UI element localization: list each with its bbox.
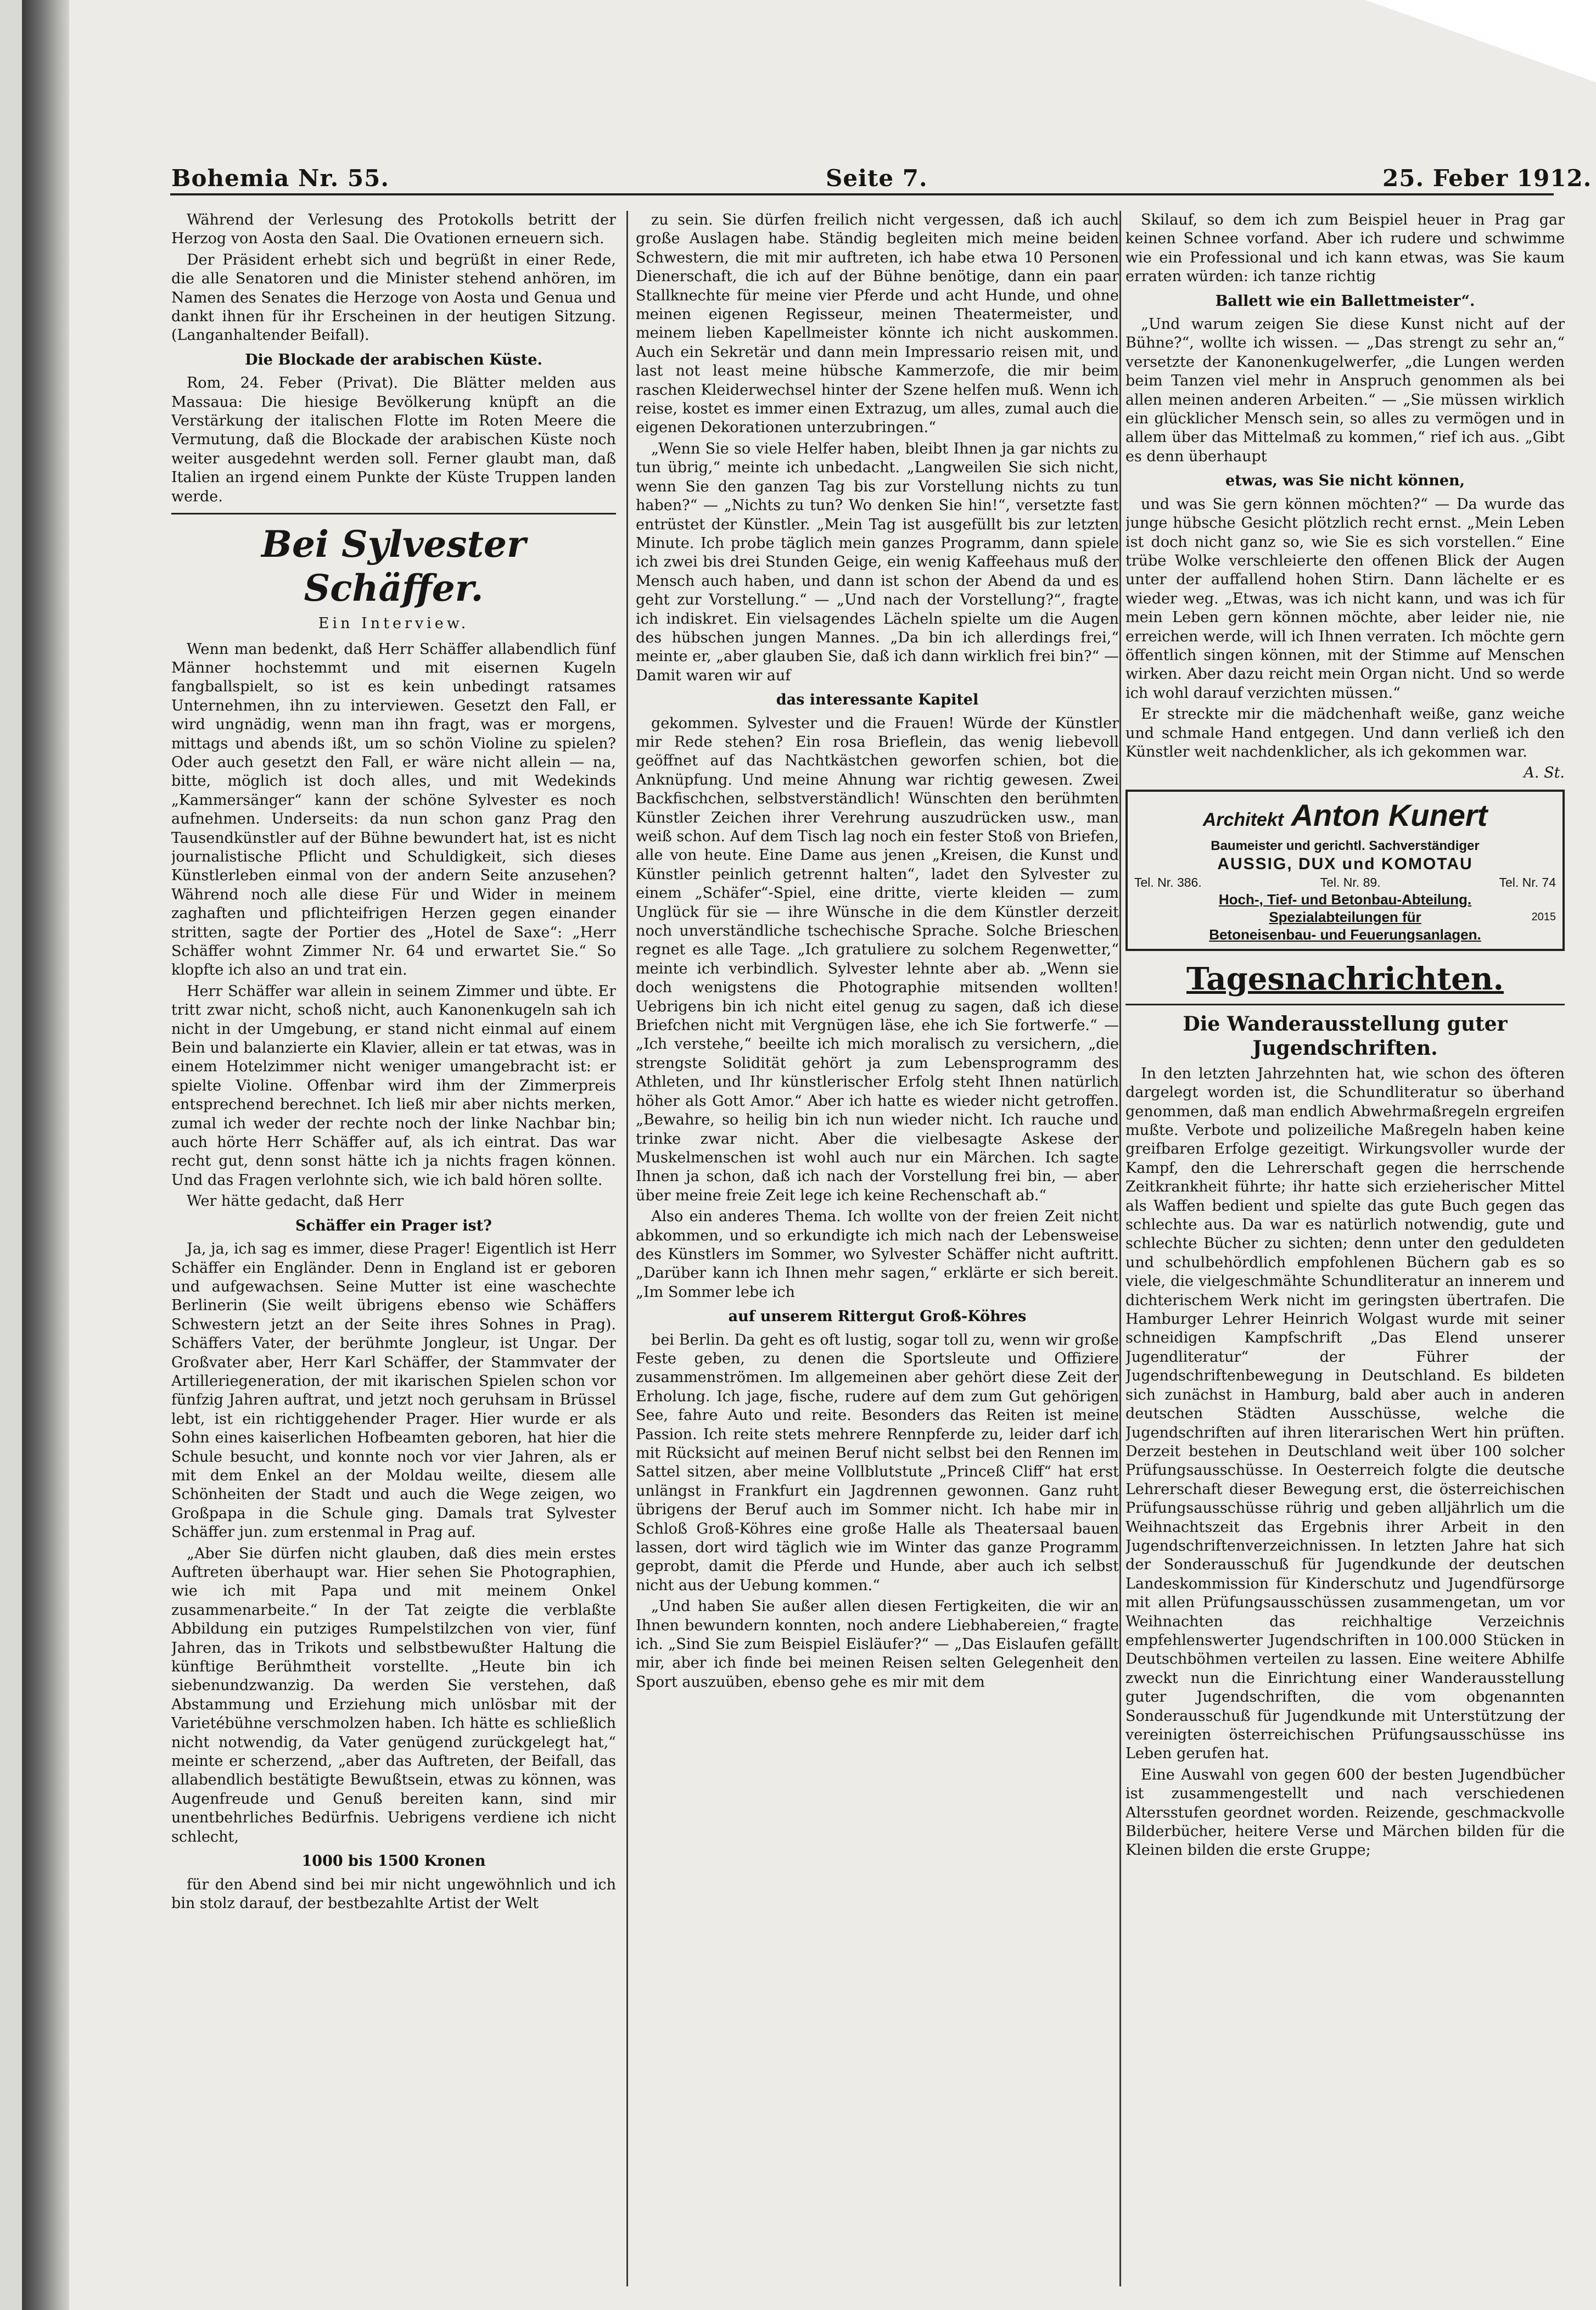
paragraph: und was Sie gern können möchten?“ — Da wurde das junge hübsche Gesicht plötzlich recht ernst. „Mein Leben ist doch nicht ganz so, wie Sie es sich vorstellen.“ Eine trübe Wolke verschleierte den offenen Blick der Augen unter der auffallend hohen Stirn. Dann lächelte er es wieder weg. „Etwas, was ich nicht kann, und was ich für mein Leben gern können möchte, aber leider nie, nie erreichen werde, will ich Ihnen verraten. Ich möchte gern öffentlich singen können, mit der Stimme auf Menschen wirken. Aber dazu reicht mein Organ nicht. Und so werde ich wohl darauf verzichten müssen.“ [1125,495,1565,702]
subheading: etwas, was Sie nicht können, [1225,472,1465,490]
newspaper-page [22,0,1596,2310]
ad-department: Hoch-, Tief- und Betonbau-Abteilung. [1218,891,1472,908]
paragraph: „Aber Sie dürfen nicht glauben, daß dies mein erstes Auftreten überhaupt war. Hier sehen Sie Photographien, wie ich mit Papa und mit meinem Onkel zusammenarbeite.“ In der Tat zeigte die verblaßte Abbildung ein putziges Rumpelstilzchen von vier, fünf Jahren, das in Trikots und selbstbewußter Haltung die künftige Berühmtheit vorstellte. „Heute bin ich siebenundzwanzig. Da werden Sie verstehen, daß Abstammung und Erziehung mich unlösbar mit der Varietébühne verschmolzen haben. Ich hätte es schließlich nicht notwendig, da Vater genügend zurückgelegt hat,“ meinte er scherzend, „aber das Auftreten, der Beifall, das allabendlich bestätigte Bewußtsein, etwas zu können, was Augenfreude und Genuß bereiten kann, sind mir unentbehrliches Bedürfnis. Uebrigens verdiene ich nicht schlecht, [171,1545,616,1845]
section-title: Tagesnachrichten. [1186,960,1504,997]
column-3 [1125,211,1565,2286]
divider [1125,1004,1565,1005]
ad-special: Spezialabteilungen für [1269,908,1421,925]
header-date: 25. Feber 1912. [1382,165,1592,192]
ad-special-fields: Betoneisenbau- und Feuerungsanlagen. [1209,926,1481,943]
paragraph: zu sein. Sie dürfen freilich nicht vergessen, daß ich auch große Auslagen habe. Ständig begleiten mich meine beiden Schwestern, die mit mir auftreten, ich habe etwa 10 Personen Dienerschaft, die ich auf der Bühne benötige, dann ein paar Stallknechte für meine vier Pferde und acht Hunde, und ohne meinen eigenen Regisseur, meinen Theatermeister, und meinem lieben Kapellmeister könnte ich nicht auskommen. Auch ein Sekretär und dann mein Impressario reisen mit, und last not least meine hübsche Kammerzofe, die mir beim raschen Kleiderwechsel hinter der Szene helfen muß. Wenn ich reise, kostet es immer einen Extrazug, um alles, zumal auch die eigenen Dekorationen unterzubringen.“ [636,211,1119,437]
ad-name: Anton Kunert [1291,797,1488,832]
article-subtitle: Ein Interview. [318,615,469,633]
paragraph: Während der Verlesung des Protokolls betritt der Herzog von Aosta den Saal. Die Ovationen erneuern sich. [171,211,616,248]
paragraph: „Wenn Sie so viele Helfer haben, bleibt Ihnen ja gar nichts zu tun übrig,“ meinte ich unbedacht. „Langweilen Sie sich nicht, wenn Sie den ganzen Tag bis zur Vorstellung nichts zu tun haben?“ — „Nichts zu tun? Wo denken Sie hin!“, versetzte fast entrüstet der Künstler. „Mein Tag ist ausgefüllt bis zur letzten Minute. Ich probe täglich mein ganzes Programm, dann spiele ich zwei bis drei Stunden Geige, ein wenig Kaffeehaus muß der Mensch auch haben, und dann ist schon der Abend da und es geht zur Vorstellung.“ — „Und nach der Vorstellung?“, fragte ich indiskret. Ein vielsagendes Lächeln spielte um die Augen des hübschen jungen Mannes. „Da bin ich allerdings frei,“ meinte er, „aber glauben Sie, daß ich dann wirklich frei bin?“ — Damit waren wir auf [636,440,1119,684]
ad-phone-3: Tel. Nr. 74 [1499,875,1556,890]
subheading: auf unserem Rittergut Groß-Köhres [728,1308,1027,1325]
paragraph: Skilauf, so dem ich zum Beispiel heuer in Prag gar keinen Schnee vorfand. Aber ich rudere und schwimme wie ein Professional und ich kann etwas, was Sie kaum erraten würden: ich tanze richtig [1125,211,1565,286]
subheading: 1000 bis 1500 Kronen [301,1853,486,1870]
paragraph: für den Abend sind bei mir nicht ungewöhnlich und ich bin stolz darauf, der bestbezahlte Artist der Welt [171,1876,616,1912]
advertisement-box [1125,790,1565,951]
page-binding-edge [22,0,69,2310]
ad-phone-row [1134,874,1556,891]
paragraph: Rom, 24. Feber (Privat). Die Blätter melden aus Massaua: Die hiesige Bevölkerung knüpft an die Verstärkung der italischen Flotte im Roten Meere die Vermutung, daß die Blockade der arabischen Küste noch weiter ausgedehnt werden soll. Ferner glaubt man, daß Italien an irgend einem Punkte der Küste Truppen landen werde. [171,374,616,505]
ad-phone-1: Tel. Nr. 386. [1134,875,1202,890]
paragraph: gekommen. Sylvester und die Frauen! Würde der Künstler mir Rede stehen? Ein rosa Brieflein, das wenig liebevoll geöffnet auf das Nachtkästchen geworfen schien, bot die Anknüpfung. Und meine Ahnung war richtig gewesen. Zwei Backfischchen, selbstverständlich! Wünschten den berühmten Künstler Zeichen ihrer Verehrung auszudrücken usw., man weiß schon. Auf dem Tisch lag noch ein fester Stoß von Briefen, alle von heute. Eine Dame aus jenen „Kreisen, die Kunst und Künstler peinlich getrennt halten“, ladet den Sylvester zu einem „Schäfer“-Spiel, eine dritte, vierte kleiden — zum Unglück für sie — ihre Wünsche in die dem Künstler derzeit noch unverständliche tschechische Sprache. Solche Brieschen regnet es alle Tage. „Ich gratuliere zu solchem Regenwetter,“ meinte ich verbindlich. Sylvester lehnte aber ab. „Wenn sie doch wenigstens die Photographie mitsenden wollten! Uebrigens bin ich nicht eitel genug zu sagen, daß ich diese Briefchen nicht mit Vergnügen läse, ehe ich Sie fortwerfe.“ — „Ich verstehe,“ beeilte ich mich moralisch zu versichern, „die strengste Solidität gehört ja zum Lebensprogramm des Athleten, und Ihr künstlerischer Erfolg steht Ihnen natürlich höher als Gott Amor.“ Aber ich hatte es wieder nicht getroffen. „Bewahre, so heilig bin ich nun wieder nicht. Ich rauche und trinke zwar nicht. Aber die vielbesagte Askese der Muskelmenschen ist wohl auch nur ein Märchen. Ich sagte Ihnen ja schon, daß ich nach der Vorstellung frei bin, — aber über meine freie Zeit lege ich keine Rechenschaft ab.“ [636,714,1119,1204]
paragraph: Herr Schäffer war allein in seinem Zimmer und übte. Er tritt zwar nicht, schoß nicht, auch Kanonenkugeln sah ich nicht in der Umgebung, er stand nicht einmal auf einem Bein und balanzierte ein Klavier, allein er tat etwas, was in einem Hotelzimmer nicht weniger umangebracht ist: er spielte Violine. Offenbar wird ihm der Zimmerpreis entsprechend berechnet. Ich ließ mir aber nichts merken, zumal ich weder der rechte noch der linke Nachbar bin; auch hörte Herr Schäffer auf, als ich eintrat. Das war recht gut, denn sonst hätte ich ja nichts fragen können. Und das Fragen verlohnte sich, wie ich bald hören sollte. [171,982,616,1189]
subheading: Ballett wie ein Ballettmeister“. [1215,292,1475,310]
paragraph: Der Präsident erhebt sich und begrüßt in einer Rede, die alle Senatoren und die Minister stehend anhören, im Namen des Senates die Herzoge von Aosta und Genua und dankt ihnen für ihr Erscheinen in der heutigen Sitzung. (Langanhaltender Beifall). [171,251,616,344]
paragraph: Eine Auswahl von gegen 600 der besten Jugendbücher ist zusammengestellt und nach verschiedenen Altersstufen geordnet worden. Reizende, geschmackvolle Bilderbücher, heitere Verse und Märchen bilden für die Kleinen bilden die erste Gruppe; [1125,1766,1565,1859]
paragraph: Er streckte mir die mädchenhaft weiße, ganz weiche und schmale Hand entgegen. Und dann verließ ich den Künstler weit nachdenklicher, als ich gekommen war. [1125,706,1565,760]
ad-prefix: Architekt [1202,809,1284,830]
author-signature: A. St. [1524,764,1565,782]
paragraph: bei Berlin. Da geht es oft lustig, sogar toll zu, wenn wir große Feste geben, zu denen die Sportsleute und Offiziere zusammenströmen. Im allgemeinen aber gehört diese Zeit der Erholung. Ich jage, fische, rudere auf dem zum Gut gehörigen See, fahre Auto und reite. Besonders das Reiten ist meine Passion. Ich reite stets mehrere Rennpferde zu, leider darf ich mit Rücksicht auf meinen Beruf nicht selbst bei den Rennen im Sattel sitzen, aber meine Vollblutstute „Princeß Cliff“ hat erst unlängst in Frankfurt ein Jagdrennen gewonnen. Ganz ruht übrigens der Beruf auch im Sommer nicht. Ich habe mir in Schloß Groß-Köhres eine große Halle als Theatersaal bauen lassen, dort wird täglich wie im Winter das ganze Programm geprobt, damit die Pferde und Hunde, aber auch ich selbst nicht aus der Uebung kommen.“ [636,1331,1119,1594]
paragraph: Ja, ja, ich sag es immer, diese Prager! Eigentlich ist Herr Schäffer ein Engländer. Denn in England ist er geboren und aufgewachsen. Seine Mutter ist eine waschechte Berlinerin (Sie weilt übrigens ebenso wie Schäffers Schwestern jetzt an der Seite ihres Sohnes in Prag). Schäffers Vater, der berühmte Jongleur, ist Ungar. Der Großvater aber, Herr Karl Schäffer, der Stammvater der Artilleriegeneration, der mit ikarischen Spielen schon vor fünfzig Jahren auftrat, und jetzt noch geruhsam in Brüssel lebt, ist ein richtiggehender Prager. Hier wurde er als Sohn eines kaiserlichen Hofbeamten geboren, hat hier die Schule besucht, und konnte noch vor vier Jahren, als er mit dem Enkel an der Moldau weilte, diesem alle Schönheiten der Stadt und auch die Wege zeigen, wo Großpapa in die Schule ging. Damals trat Sylvester Schäffer jun. zum erstenmal in Prag auf. [171,1240,616,1541]
paragraph: Also ein anderes Thema. Ich wollte von der freien Zeit nicht abkommen, und so erkundigte ich mich nach der Lebensweise des Künstlers im Sommer, wo Sylvester Schäffer nicht auftritt. „Darüber kann ich Ihnen mehr sagen,“ erklärte er sich bereit. „Im Sommer lebe ich [636,1208,1119,1301]
header-page-number: Seite 7. [826,165,928,192]
article-title: Bei Sylvester Schäffer. [261,523,526,610]
subheading: das interessante Kapitel [776,691,979,709]
column-2 [636,211,1119,2286]
ad-number: 2015 [1531,910,1556,923]
subheading: Schäffer ein Prager ist? [295,1217,492,1234]
paragraph: Wenn man bedenkt, daß Herr Schäffer allabendlich fünf Männer hochstemmt und mit eisernen Kugeln fangballspielt, so ist es kein unbedingt ratsames Unternehmen, ihn zu interviewen. Gesetzt den Fall, er wird ungnädig, wenn man ihn fragt, was er morgens, mittags und abends ißt, um so schön Violine zu spielen? Oder auch gesetzt den Fall, er wäre nicht allein — na, bitte, möglich ist doch alles, und mit Wedekinds „Kammersänger“ kann der schöne Sylvester es noch aufnehmen. Underseits: da nun schon ganz Prag den Tausendkünstler auf der Bühne bewundert hat, ist es nicht journalistische Pflicht und Schuldigkeit, sich dieses Künstlerleben einmal von der andern Seite anzusehen? Während noch alle diese Für und Wider in meinem zaghaften und pflichteifrigen Herzen gegen einander stritten, sagte der Portier des „Hotel de Saxe“: „Herr Schäffer wohnt Zimmer Nr. 64 und erwartet Sie.“ So klopfte ich also an und trat ein. [171,640,616,979]
column-1 [171,211,616,2286]
paragraph: In den letzten Jahrzehnten hat, wie schon des öfteren dargelegt worden ist, die Schundliteratur so überhand genommen, daß man endlich Abwehrmaßregeln ergreifen mußte. Verbote und polizeiliche Maßregeln haben keine greifbaren Erfolge gezeitigt. Wirkungsvoller wurde der Kampf, den die Lehrerschaft gegen die herrschende Zeitkrankheit führte; ihr hatte sich erzieherischer Mittel als Waffen bedient und spielte das gute Buch gegen das schlechte aus. Da war es natürlich notwendig, gute und schlechte Bücher zu sichten; denn unter den geduldeten und schulbehördlich empfohlenen Büchern gab es so viele, die vielgeschmähte Schundliteratur an innerem und dichterischem Werk nicht im geringsten übertrafen. Die Hamburger Lehrer Heinrich Wolgast wurde mit seiner schneidigen Kampfschrift „Das Elend unserer Jugendliteratur“ der Führer der Jugendschriftenbewegung in Deutschland. Es bildeten sich zunächst in Hamburg, bald aber auch in anderen deutschen Städten Ausschüsse, welche die Jugendschriften auf ihren literarischen Wert hin prüften. Derzeit bestehen in Deutschland weit über 100 solcher Prüfungsausschüsse. In Oesterreich folgte die deutsche Lehrerschaft dieser Bewegung erst, die österreichischen Prüfungsausschüsse rührig und geben alljährlich um die Weihnachtszeit das Ergebnis ihrer Arbeit in den Jugendschriftenverzeichnissen. In letzten Jahre hat sich der Sonderausschuß für Jugendkunde der deutschen Landeskommission für Kinderschutz und Jugendfürsorge mit allen Prüfungsausschüssen zusammengetan, um vor Weihnachten das reichhaltige Verzeichnis empfehlenswerter Jugendschriften in 100.000 Stücken in Deutschböhmen verteilen zu lassen. Eine weitere Abhilfe zweckt nun die Einrichtung einer Wanderausstellung guter Jugendschriften, die vom obgenannten Sonderausschuß für Jugendkunde mit Unterstützung der vereinigten österreichischen Prüfungsausschüsse ins Leben gerufen hat. [1125,1065,1565,1763]
headline-blockade: Die Blockade der arabischen Küste. [245,351,542,368]
ad-locations: AUSSIG, DUX und KOMOTAU [1217,854,1473,873]
column-divider-2 [1119,211,1121,2286]
divider [171,513,616,514]
ad-title [1134,797,1556,838]
headline-wanderausstellung: Die Wanderausstellung guter Jugendschriften. [1183,1012,1508,1060]
header-left: Bohemia Nr. 55. [171,165,389,192]
paragraph: Wer hätte gedacht, daß Herr [187,1193,404,1210]
paragraph: „Und haben Sie außer allen diesen Fertigkeiten, die wir an Ihnen bewundern konnten, noch andere Liebhabereien,“ fragte ich. „Sind Sie zum Beispiel Eisläufer?“ — „Das Eislaufen gefällt mir, aber ich finde bei meinen Reisen selten Gelegenheit den Sport auszuüben, ebenso gehe es mir mit dem [636,1598,1119,1691]
column-divider-1 [626,211,628,2286]
paragraph: „Und warum zeigen Sie diese Kunst nicht auf der Bühne?“, wollte ich wissen. — „Das strengt zu sehr an,“ versetzte der Kanonenkugelwerfer, „die Lungen werden beim Tanzen viel mehr in Anspruch genommen als bei allen meinen anderen Arbeiten.“ — „Sie müssen wirklich ein glücklicher Mensch sein, so alles zu vermögen und in allem über das Mittelmaß zu kommen,“ rief ich aus. „Gibt es denn überhaupt [1125,316,1565,465]
ad-subtitle: Baumeister und gerichtl. Sachverständiger [1211,838,1480,853]
ad-special-row [1134,908,1556,926]
ad-phone-2: Tel. Nr. 89. [1320,875,1381,890]
page-corner [1365,0,1596,82]
header-rule [170,193,1554,195]
